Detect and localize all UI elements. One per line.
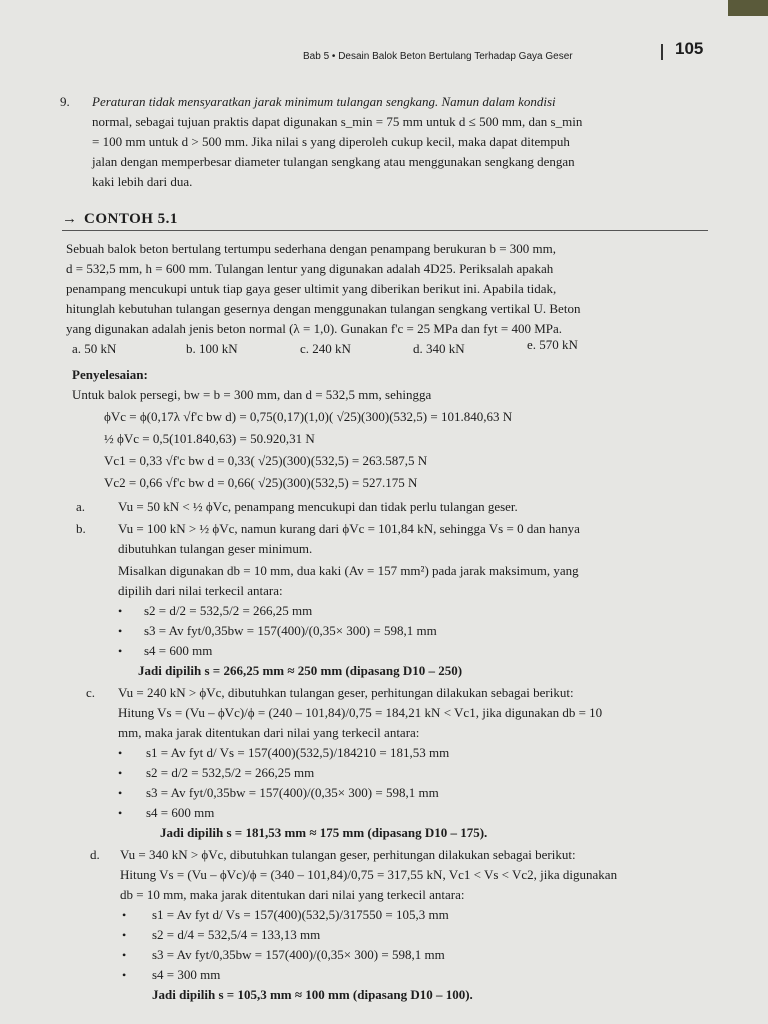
bullet-icon: •: [118, 766, 123, 780]
bullet-icon: •: [122, 928, 127, 942]
case-b-bullet: s2 = d/2 = 532,5/2 = 266,25 mm: [144, 603, 313, 618]
option-e: e. 570 kN: [527, 337, 578, 352]
chapter-header: Bab 5 • Desain Balok Beton Bertulang Terhadap Gaya Geser: [303, 51, 573, 62]
title-rule: [62, 230, 708, 231]
case-d-line: Vu = 340 kN > ϕVc, dibutuhkan tulangan geser, perhitungan dilakukan sebagai berikut:: [120, 847, 576, 862]
case-d-bullet: s1 = Av fyt d/ Vs = 157(400)(532,5)/317550 = 105,3 mm: [152, 907, 449, 922]
arrow-icon: →: [62, 211, 77, 227]
case-c-label: c.: [86, 685, 96, 700]
case-b-line: Misalkan digunakan db = 10 mm, dua kaki (Av = 157 mm²) pada jarak maksimum, yang: [118, 563, 579, 578]
case-b-line: dipilih dari nilai terkecil antara:: [118, 583, 283, 598]
option-b: b. 100 kN: [186, 341, 238, 356]
problem-line: Sebuah balok beton bertulang tertumpu sederhana dengan penampang berukuran b = 300 mm,: [66, 241, 556, 256]
bullet-icon: •: [118, 806, 123, 820]
case-b-bullet: s4 = 600 mm: [144, 643, 213, 658]
case-c-bullet: s1 = Av fyt d/ Vs = 157(400)(532,5)/184210 = 181,53 mm: [146, 745, 450, 760]
bullet-icon: •: [122, 968, 127, 982]
bullet-icon: •: [118, 624, 123, 638]
case-d-line: db = 10 mm, maka jarak ditentukan dari nilai yang terkecil antara:: [120, 887, 465, 902]
solution-heading: Penyelesaian:: [72, 367, 148, 382]
problem-line: d = 532,5 mm, h = 600 mm. Tulangan lentur yang digunakan adalah 4D25. Periksalah apakah: [66, 261, 554, 276]
case-a-text: Vu = 50 kN < ½ ϕVc, penampang mencukupi dan tidak perlu tulangan geser.: [118, 499, 518, 514]
note-number: 9.: [60, 94, 70, 109]
note-line: = 100 mm untuk d > 500 mm. Jika nilai s yang diperoleh cukup kecil, maka dapat ditempuh: [92, 134, 570, 149]
case-c-line: mm, maka jarak ditentukan dari nilai yang terkecil antara:: [118, 725, 420, 740]
bullet-icon: •: [118, 604, 123, 618]
equation-phi-vc: ϕVc = ϕ(0,17λ √f'c bw d) = 0,75(0,17)(1,0)( √25)(300)(532,5) = 101.840,63 N: [104, 409, 513, 424]
problem-line: yang digunakan adalah jenis beton normal (λ = 1,0). Gunakan f'c = 25 MPa dan fyt = 400 MPa.: [66, 321, 563, 336]
bullet-icon: •: [118, 644, 123, 658]
case-c-bullet: s3 = Av fyt/0,35bw = 157(400)/(0,35× 300) = 598,1 mm: [146, 785, 439, 800]
case-c-line: Vu = 240 kN > ϕVc, dibutuhkan tulangan geser, perhitungan dilakukan sebagai berikut:: [118, 685, 574, 700]
case-b-conclusion: Jadi dipilih s = 266,25 mm ≈ 250 mm (dipasang D10 – 250): [138, 663, 463, 678]
option-c: c. 240 kN: [300, 341, 351, 356]
problem-line: penampang mencukupi untuk tiap gaya geser ultimit yang diberikan berikut ini. Apabila tidak,: [66, 281, 557, 296]
case-c-bullet: s4 = 600 mm: [146, 805, 215, 820]
note-line: jalan dengan memperbesar diameter tulangan sengkang atau menggunakan sengkang dengan: [92, 154, 575, 169]
case-c-line: Hitung Vs = (Vu – ϕVc)/ϕ = (240 – 101,84)/0,75 = 184,21 kN < Vc1, jika digunakan db = 10: [118, 705, 603, 720]
case-c-conclusion: Jadi dipilih s = 181,53 mm ≈ 175 mm (dipasang D10 – 175).: [160, 825, 488, 840]
option-a: a. 50 kN: [72, 341, 117, 356]
scan-edge-mark: [728, 0, 768, 16]
equation-vc1: Vc1 = 0,33 √f'c bw d = 0,33( √25)(300)(532,5) = 263.587,5 N: [104, 453, 428, 468]
case-b-bullet: s3 = Av fyt/0,35bw = 157(400)/(0,35× 300) = 598,1 mm: [144, 623, 437, 638]
example-title: CONTOH 5.1: [84, 211, 178, 227]
case-a-label: a.: [76, 499, 86, 514]
case-d-line: Hitung Vs = (Vu – ϕVc)/ϕ = (340 – 101,84)/0,75 = 317,55 kN, Vc1 < Vs < Vc2, jika digunakan: [120, 867, 618, 882]
case-d-bullet: s2 = d/4 = 532,5/4 = 133,13 mm: [152, 927, 321, 942]
equation-vc2: Vc2 = 0,66 √f'c bw d = 0,66( √25)(300)(532,5) = 527.175 N: [104, 475, 418, 490]
option-d: d. 340 kN: [413, 341, 465, 356]
case-b-line: Vu = 100 kN > ½ ϕVc, namun kurang dari ϕVc = 101,84 kN, sehingga Vs = 0 dan hanya: [118, 521, 580, 536]
solution-intro: Untuk balok persegi, bw = b = 300 mm, dan d = 532,5 mm, sehingga: [72, 387, 432, 402]
case-c-bullet: s2 = d/2 = 532,5/2 = 266,25 mm: [146, 765, 315, 780]
case-b-label: b.: [76, 521, 86, 536]
equation-half-phi-vc: ½ ϕVc = 0,5(101.840,63) = 50.920,31 N: [104, 431, 315, 446]
bullet-icon: •: [122, 908, 127, 922]
case-d-label: d.: [90, 847, 100, 862]
bullet-icon: •: [122, 948, 127, 962]
note-line: kaki lebih dari dua.: [92, 174, 193, 189]
note-line: normal, sebagai tujuan praktis dapat digunakan s_min = 75 mm untuk d ≤ 500 mm, dan s_min: [92, 114, 583, 129]
problem-line: hitunglah kebutuhan tulangan gesernya dengan menggunakan tulangan sengkang vertikal U. Beton: [66, 301, 581, 316]
page-number: 105: [675, 39, 704, 58]
case-d-conclusion: Jadi dipilih s = 105,3 mm ≈ 100 mm (dipasang D10 – 100).: [152, 987, 473, 1002]
bullet-icon: •: [118, 746, 123, 760]
case-b-line: dibutuhkan tulangan geser minimum.: [118, 541, 313, 556]
header-divider: [661, 44, 663, 60]
bullet-icon: •: [118, 786, 123, 800]
note-line: Peraturan tidak mensyaratkan jarak minimum tulangan sengkang. Namun dalam kondisi: [92, 94, 556, 109]
case-d-bullet: s4 = 300 mm: [152, 967, 221, 982]
case-d-bullet: s3 = Av fyt/0,35bw = 157(400)/(0,35× 300) = 598,1 mm: [152, 947, 445, 962]
